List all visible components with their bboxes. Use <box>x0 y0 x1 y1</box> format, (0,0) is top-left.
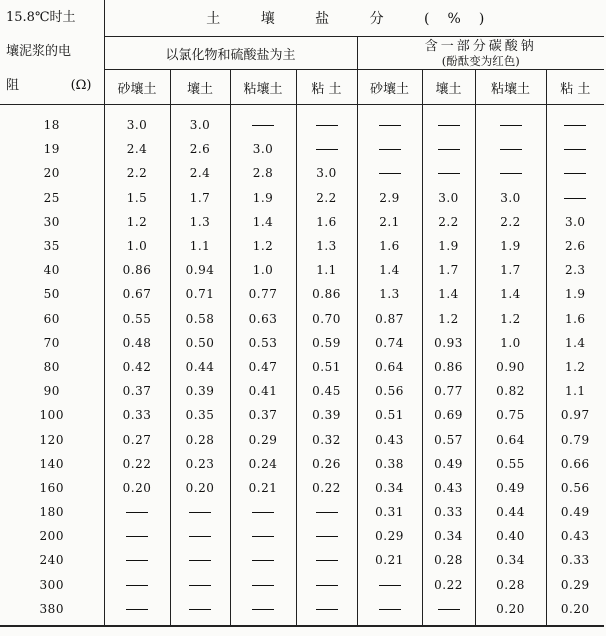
dash-mark <box>252 512 274 513</box>
salinity-value: 0.33 <box>560 553 590 568</box>
table-row <box>0 186 604 210</box>
dash-mark <box>379 585 401 586</box>
salinity-value: 1.6 <box>564 311 586 326</box>
salinity-value: 0.55 <box>475 452 546 476</box>
salinity-value: 3.0 <box>475 186 546 210</box>
no-data-dash <box>170 524 230 548</box>
salinity-value: 2.6 <box>170 137 230 161</box>
dash-mark <box>316 560 338 561</box>
salinity-value: 0.34 <box>357 476 422 500</box>
chloride-sulfate-group-header: 以氯化物和硫酸盐为主 <box>104 37 357 70</box>
phenolphthalein-note: (酚酞变为红色) <box>441 53 520 68</box>
salinity-value: 0.97 <box>560 408 590 423</box>
salinity-value: 0.22 <box>104 452 170 476</box>
salinity-value: 0.77 <box>422 379 475 403</box>
dash-mark <box>252 536 274 537</box>
salinity-value: 0.29 <box>357 524 422 548</box>
table-row <box>0 137 604 161</box>
dash-mark <box>252 585 274 586</box>
dash-mark <box>438 125 460 126</box>
table-row <box>0 331 604 355</box>
salinity-value: 1.6 <box>296 210 357 234</box>
no-data-dash <box>230 548 296 572</box>
dash-mark <box>438 149 460 150</box>
no-data-dash <box>546 161 604 185</box>
salinity-value: 0.57 <box>422 427 475 451</box>
salinity-value: 0.35 <box>170 403 230 427</box>
dash-mark <box>379 149 401 150</box>
salinity-value: 3.0 <box>170 105 230 138</box>
salinity-value: 1.4 <box>357 258 422 282</box>
salinity-value: 0.56 <box>357 379 422 403</box>
salinity-value: 1.1 <box>170 234 230 258</box>
no-data-dash <box>357 137 422 161</box>
dash-mark <box>500 125 522 126</box>
salinity-value: 0.63 <box>230 307 296 331</box>
table-row <box>0 403 604 427</box>
no-data-dash <box>104 548 170 572</box>
table-row <box>0 161 604 185</box>
dash-mark <box>316 609 338 610</box>
no-data-dash <box>230 500 296 524</box>
column-header: 壤土 <box>170 70 230 105</box>
salinity-value: 2.2 <box>104 161 170 185</box>
salinity-value: 1.9 <box>230 186 296 210</box>
salinity-value: 0.77 <box>230 282 296 306</box>
salinity-value: 0.50 <box>170 331 230 355</box>
no-data-dash <box>475 137 546 161</box>
resistance-value: 200 <box>0 524 104 548</box>
no-data-dash <box>296 137 357 161</box>
table-row <box>0 452 604 476</box>
sodium-carbonate-group-header <box>357 37 604 70</box>
no-data-dash <box>357 105 422 138</box>
dash-mark <box>126 560 148 561</box>
table-row <box>0 597 604 626</box>
no-data-dash <box>296 548 357 572</box>
no-data-dash <box>104 573 170 597</box>
dash-mark <box>316 149 338 150</box>
salinity-value: 0.64 <box>357 355 422 379</box>
no-data-dash <box>546 105 604 138</box>
table-body <box>0 105 604 626</box>
sodium-carbonate-group-title: 含一部分碳酸钠 <box>424 38 537 54</box>
dash-mark <box>126 585 148 586</box>
dash-mark <box>189 609 211 610</box>
salinity-value: 0.49 <box>560 505 590 520</box>
salinity-value: 0.29 <box>560 577 590 592</box>
salinity-value: 0.23 <box>170 452 230 476</box>
resistance-value: 35 <box>0 234 104 258</box>
salinity-value: 0.94 <box>170 258 230 282</box>
salinity-value: 1.1 <box>296 258 357 282</box>
table-row <box>0 548 604 572</box>
salinity-value: 1.4 <box>475 282 546 306</box>
salinity-value: 0.39 <box>296 403 357 427</box>
salinity-value: 0.74 <box>357 331 422 355</box>
table-row <box>0 210 604 234</box>
table-row <box>0 282 604 306</box>
dash-mark <box>252 560 274 561</box>
salinity-value: 1.2 <box>564 359 586 374</box>
table-row <box>0 427 604 451</box>
no-data-dash <box>357 161 422 185</box>
resistance-value: 60 <box>0 307 104 331</box>
salinity-value: 0.67 <box>104 282 170 306</box>
salinity-value: 0.33 <box>422 500 475 524</box>
salinity-value: 0.32 <box>296 427 357 451</box>
table-row <box>0 500 604 524</box>
salinity-value: 0.34 <box>422 524 475 548</box>
salinity-value: 1.7 <box>422 258 475 282</box>
table-row <box>0 524 604 548</box>
no-data-dash <box>170 500 230 524</box>
resistance-stub-header <box>0 0 104 105</box>
salinity-value: 1.3 <box>170 210 230 234</box>
dash-mark <box>316 536 338 537</box>
no-data-dash <box>546 186 604 210</box>
no-data-dash <box>230 105 296 138</box>
salinity-value: 0.75 <box>475 403 546 427</box>
salinity-value: 0.26 <box>296 452 357 476</box>
resistance-value: 18 <box>0 105 104 138</box>
salinity-value: 0.42 <box>104 355 170 379</box>
salinity-value: 0.22 <box>422 573 475 597</box>
salinity-value: 0.21 <box>230 476 296 500</box>
salinity-value: 0.27 <box>104 427 170 451</box>
table-row <box>0 476 604 500</box>
salinity-value: 0.66 <box>560 456 590 471</box>
salinity-value: 0.64 <box>475 427 546 451</box>
no-data-dash <box>296 500 357 524</box>
salinity-value: 1.3 <box>296 234 357 258</box>
resistance-value: 40 <box>0 258 104 282</box>
column-header: 粘壤土 <box>475 70 546 105</box>
salinity-value: 0.58 <box>170 307 230 331</box>
salinity-value: 1.6 <box>357 234 422 258</box>
salinity-value: 0.41 <box>230 379 296 403</box>
salinity-value: 0.44 <box>170 355 230 379</box>
dash-mark <box>379 173 401 174</box>
salinity-value: 1.0 <box>475 331 546 355</box>
column-header: 壤土 <box>422 70 475 105</box>
stub-line-1: 15.8℃时土 <box>6 10 76 25</box>
column-header: 粘 土 <box>546 70 604 105</box>
salinity-value: 1.4 <box>564 335 586 350</box>
salinity-value: 0.40 <box>475 524 546 548</box>
no-data-dash <box>170 597 230 626</box>
salinity-value: 0.70 <box>296 307 357 331</box>
salinity-value: 2.8 <box>230 161 296 185</box>
salinity-value: 0.24 <box>230 452 296 476</box>
salinity-value: 0.20 <box>104 476 170 500</box>
soil-salinity-title: 土 壤 盐 分 (%) <box>104 0 604 37</box>
no-data-dash <box>104 500 170 524</box>
salinity-value: 1.1 <box>564 384 586 399</box>
resistance-value: 180 <box>0 500 104 524</box>
salinity-value: 1.2 <box>475 307 546 331</box>
salinity-value: 0.93 <box>422 331 475 355</box>
resistance-value: 25 <box>0 186 104 210</box>
salinity-value: 0.55 <box>104 307 170 331</box>
salinity-value: 3.0 <box>422 186 475 210</box>
salinity-value: 1.2 <box>104 210 170 234</box>
salinity-value: 2.2 <box>475 210 546 234</box>
dash-mark <box>189 585 211 586</box>
salinity-value: 0.51 <box>296 355 357 379</box>
no-data-dash <box>296 597 357 626</box>
dash-mark <box>126 536 148 537</box>
table-row <box>0 258 604 282</box>
dash-mark <box>438 609 460 610</box>
salinity-value: 0.59 <box>296 331 357 355</box>
table-row <box>0 379 604 403</box>
no-data-dash <box>296 105 357 138</box>
dash-mark <box>189 560 211 561</box>
salinity-value: 0.82 <box>475 379 546 403</box>
dash-mark <box>316 125 338 126</box>
resistance-value: 19 <box>0 137 104 161</box>
dash-mark <box>252 609 274 610</box>
salinity-value: 1.0 <box>230 258 296 282</box>
salinity-value: 0.28 <box>475 573 546 597</box>
resistance-value: 30 <box>0 210 104 234</box>
dash-mark <box>252 125 274 126</box>
dash-mark <box>126 512 148 513</box>
salinity-value: 0.79 <box>560 432 590 447</box>
salinity-value: 3.0 <box>230 137 296 161</box>
column-header: 砂壤土 <box>357 70 422 105</box>
no-data-dash <box>296 524 357 548</box>
no-data-dash <box>475 161 546 185</box>
no-data-dash <box>422 105 475 138</box>
salinity-value: 1.9 <box>422 234 475 258</box>
salinity-value: 1.5 <box>104 186 170 210</box>
no-data-dash <box>422 137 475 161</box>
dash-mark <box>564 125 586 126</box>
dash-mark <box>316 512 338 513</box>
salinity-value: 2.4 <box>104 137 170 161</box>
salinity-value: 2.2 <box>296 186 357 210</box>
resistance-value: 120 <box>0 427 104 451</box>
salinity-value: 0.28 <box>422 548 475 572</box>
salinity-value: 0.71 <box>170 282 230 306</box>
salinity-value: 3.0 <box>564 214 586 229</box>
salinity-value: 0.22 <box>296 476 357 500</box>
no-data-dash <box>230 573 296 597</box>
salinity-value: 2.4 <box>170 161 230 185</box>
salinity-value: 0.20 <box>475 597 546 626</box>
dash-mark <box>500 149 522 150</box>
stub-line-3 <box>0 69 104 103</box>
no-data-dash <box>422 161 475 185</box>
dash-mark <box>564 149 586 150</box>
salinity-value: 0.31 <box>357 500 422 524</box>
resistance-value: 380 <box>0 597 104 626</box>
salinity-value: 2.1 <box>357 210 422 234</box>
no-data-dash <box>422 597 475 626</box>
dash-mark <box>438 173 460 174</box>
salinity-value: 1.2 <box>422 307 475 331</box>
salinity-value: 1.7 <box>475 258 546 282</box>
salinity-value: 1.2 <box>230 234 296 258</box>
no-data-dash <box>296 573 357 597</box>
no-data-dash <box>104 597 170 626</box>
dash-mark <box>564 198 586 199</box>
salinity-value: 0.49 <box>475 476 546 500</box>
salinity-value: 1.3 <box>357 282 422 306</box>
dash-mark <box>316 585 338 586</box>
no-data-dash <box>170 573 230 597</box>
no-data-dash <box>170 548 230 572</box>
table-row <box>0 307 604 331</box>
salinity-value: 2.9 <box>357 186 422 210</box>
salinity-value: 0.37 <box>230 403 296 427</box>
salinity-value: 0.47 <box>230 355 296 379</box>
stub-ohm-unit: (Ω) <box>70 78 92 93</box>
salinity-value: 0.86 <box>296 282 357 306</box>
no-data-dash <box>104 524 170 548</box>
resistance-value: 300 <box>0 573 104 597</box>
dash-mark <box>500 173 522 174</box>
no-data-dash <box>475 105 546 138</box>
salinity-value: 1.9 <box>475 234 546 258</box>
dash-mark <box>379 609 401 610</box>
salinity-value: 0.21 <box>357 548 422 572</box>
salinity-value: 0.20 <box>170 476 230 500</box>
salinity-value: 0.43 <box>560 529 590 544</box>
resistance-value: 240 <box>0 548 104 572</box>
resistance-value: 80 <box>0 355 104 379</box>
salinity-value: 0.49 <box>422 452 475 476</box>
salinity-value: 3.0 <box>104 105 170 138</box>
dash-mark <box>126 609 148 610</box>
salinity-value: 0.45 <box>296 379 357 403</box>
salinity-value: 0.33 <box>104 403 170 427</box>
salinity-value: 0.48 <box>104 331 170 355</box>
salinity-value: 0.51 <box>357 403 422 427</box>
column-header: 粘壤土 <box>230 70 296 105</box>
salinity-value: 2.3 <box>564 263 586 278</box>
salinity-value: 0.38 <box>357 452 422 476</box>
table-row <box>0 573 604 597</box>
salinity-value: 2.6 <box>564 239 586 254</box>
no-data-dash <box>230 597 296 626</box>
resistance-value: 70 <box>0 331 104 355</box>
stub-resistance-char: 阻 <box>6 78 20 93</box>
resistance-value: 50 <box>0 282 104 306</box>
salinity-value: 0.28 <box>170 427 230 451</box>
salinity-value: 0.34 <box>475 548 546 572</box>
stub-line-2: 壤泥浆的电 <box>6 44 72 59</box>
salinity-value: 2.2 <box>422 210 475 234</box>
dash-mark <box>379 125 401 126</box>
table-row <box>0 234 604 258</box>
table-row <box>0 355 604 379</box>
salinity-value: 1.7 <box>170 186 230 210</box>
table-row <box>0 105 604 138</box>
no-data-dash <box>357 597 422 626</box>
resistance-value: 160 <box>0 476 104 500</box>
salinity-value: 1.4 <box>422 282 475 306</box>
salinity-value: 0.20 <box>546 597 604 626</box>
salinity-value: 0.90 <box>475 355 546 379</box>
salinity-value: 0.86 <box>104 258 170 282</box>
resistance-value: 100 <box>0 403 104 427</box>
salinity-value: 0.39 <box>170 379 230 403</box>
salinity-value: 0.87 <box>357 307 422 331</box>
dash-mark <box>189 512 211 513</box>
dash-mark <box>189 536 211 537</box>
no-data-dash <box>546 137 604 161</box>
salinity-value: 0.37 <box>104 379 170 403</box>
resistance-value: 20 <box>0 161 104 185</box>
salinity-value: 0.29 <box>230 427 296 451</box>
salinity-value: 0.43 <box>422 476 475 500</box>
dash-mark <box>564 173 586 174</box>
salinity-value: 1.4 <box>230 210 296 234</box>
column-header: 砂壤土 <box>104 70 170 105</box>
column-header: 粘 土 <box>296 70 357 105</box>
salinity-value: 1.9 <box>564 287 586 302</box>
no-data-dash <box>230 524 296 548</box>
salinity-value: 0.69 <box>422 403 475 427</box>
salinity-value: 0.44 <box>475 500 546 524</box>
salinity-value: 0.53 <box>230 331 296 355</box>
no-data-dash <box>357 573 422 597</box>
salinity-value: 0.43 <box>357 427 422 451</box>
resistance-value: 90 <box>0 379 104 403</box>
resistance-value: 140 <box>0 452 104 476</box>
salinity-value: 0.86 <box>422 355 475 379</box>
salinity-value: 1.0 <box>104 234 170 258</box>
salinity-value: 0.56 <box>560 480 590 495</box>
salinity-value: 3.0 <box>296 161 357 185</box>
